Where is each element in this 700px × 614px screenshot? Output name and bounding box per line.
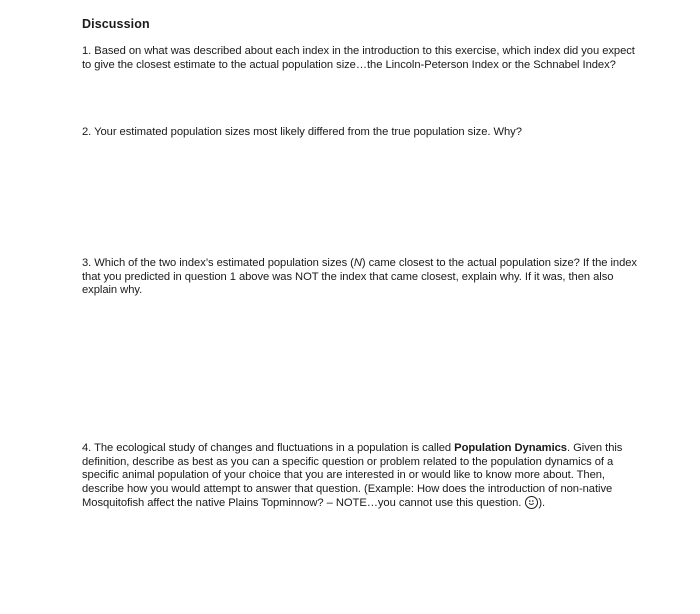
question-2-line-1: 2. Your estimated population sizes most likely differed from the true population size. Why? [82, 126, 522, 138]
page-heading: Discussion [82, 17, 150, 31]
question-3-text-a: 3. Which of the two index’s estimated population sizes ( [82, 257, 354, 269]
question-3-n-symbol: N [353, 257, 362, 269]
question-4-last-text: Mosquitofish affect the native Plains Topminnow? – NOTE…you cannot use this question. [82, 497, 522, 510]
smiley-icon [525, 496, 538, 509]
question-4-term: Population Dynamics [454, 442, 567, 454]
question-1 [82, 45, 672, 72]
question-4-line-4: describe how you would attempt to answer that question. (Example: How does the introduction of non-native [82, 482, 613, 495]
question-4-line-1 [82, 442, 657, 456]
question-3-line-2: that you predicted in question 1 above was NOT the index that came closest, explain why. If it was, then also [82, 270, 614, 283]
question-4-line-5 [82, 496, 657, 511]
question-4-last-end: ). [538, 497, 546, 510]
question-4-line-3: specific animal population of your choice that you are interested in or would like to know more about. Then, [82, 469, 605, 482]
question-1-line-1: 1. Based on what was described about each index in the introduction to this exercise, which index did you expect [82, 45, 635, 57]
question-3-line-1 [82, 257, 667, 271]
question-3-text-b: ) came closest to the actual population size? If the index [361, 257, 637, 269]
question-1-line-2: to give the closest estimate to the actual population size…the Lincoln-Peterson Index or the Schnabel Index? [82, 58, 616, 71]
question-4-text-b: . Given this [566, 442, 623, 454]
question-2 [82, 126, 672, 140]
question-3 [82, 257, 667, 298]
question-4-line-2: definition, describe as best as you can a specific question or problem related to the population dynamics of a [82, 455, 614, 468]
question-4-text-a: 4. The ecological study of changes and fluctuations in a population is called [82, 442, 455, 454]
question-4 [82, 442, 657, 511]
question-3-line-3: explain why. [82, 284, 143, 297]
